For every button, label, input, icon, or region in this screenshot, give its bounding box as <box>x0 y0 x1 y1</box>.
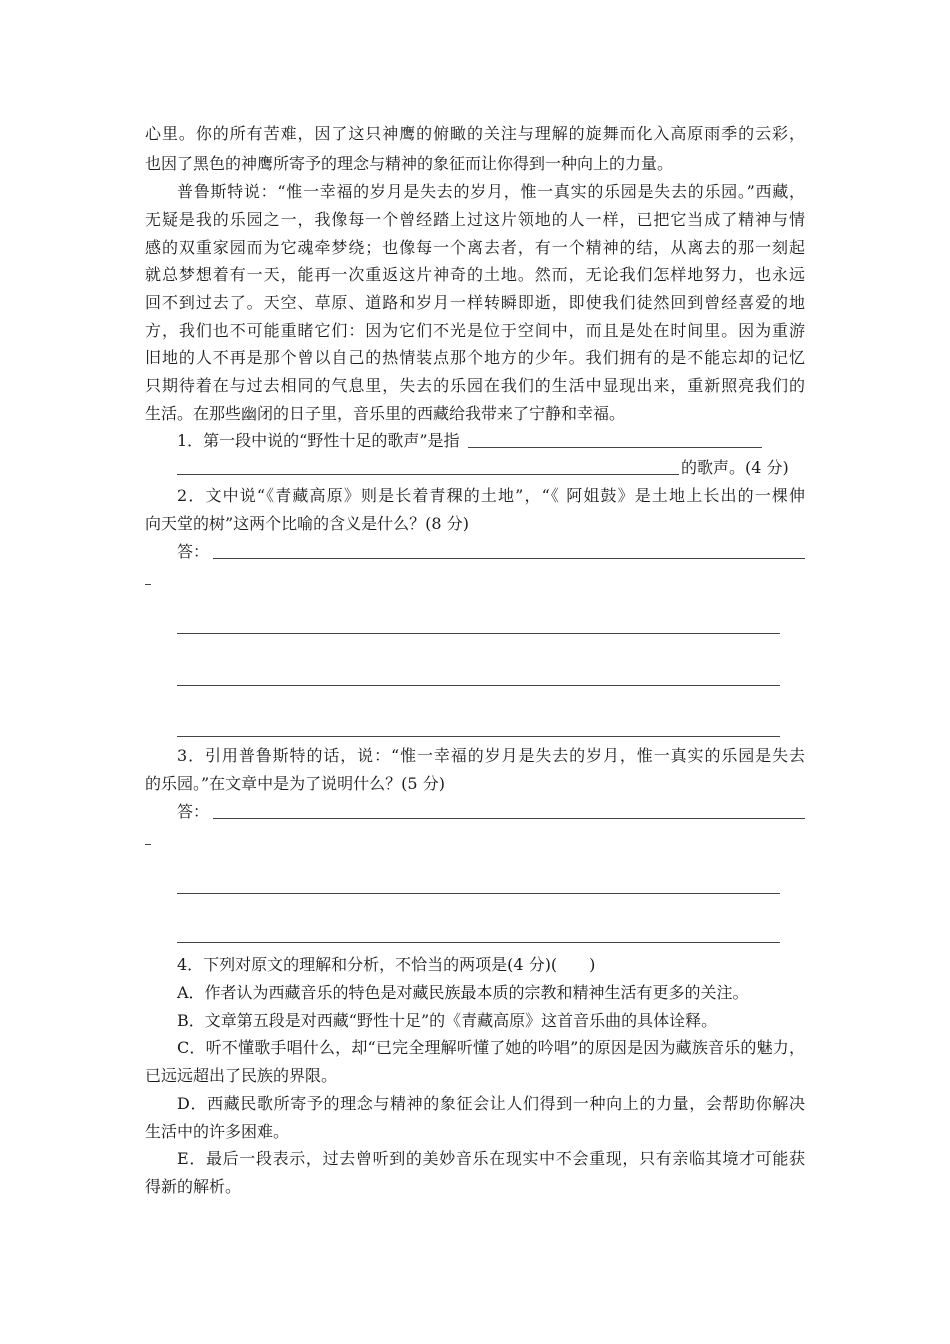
question-1-blank-line[interactable] <box>177 474 679 475</box>
answer-line[interactable] <box>177 893 780 894</box>
question-2-stem: 向天堂的树”这两个比喻的含义是什么？(8 分) <box>145 514 469 533</box>
passage-line: 方，我们也不可能重睹它们：因为它们不光是位于空间中，而且是处在时间里。因为重游 <box>145 321 805 340</box>
answer-line[interactable] <box>177 942 780 943</box>
option-c: C．听不懂歌手唱什么，却“已完全理解听懂了她的吟唱”的原因是因为藏族音乐的魅力， <box>177 1038 805 1057</box>
option-c: 已远远超出了民族的界限。 <box>145 1066 338 1085</box>
answer-line[interactable] <box>213 818 805 819</box>
passage-line: 回不到过去了。天空、草原、道路和岁月一样转瞬即逝，即使我们徒然回到曾经喜爱的地 <box>145 293 805 312</box>
answer-line-stub <box>145 844 151 845</box>
question-3-answer-label: 答： <box>177 802 210 821</box>
option-d: D．西藏民歌所寄予的理念与精神的象征会让人们得到一种向上的力量，会帮助你解决 <box>177 1094 805 1113</box>
answer-line[interactable] <box>177 685 780 686</box>
question-3-stem: 的乐园。”在文章中是为了说明什么？(5 分) <box>145 774 445 793</box>
passage-line: 心里。你的所有苦难，因了这只神鹰的俯瞰的关注与理解的旋舞而化入高原雨季的云彩， <box>145 124 805 143</box>
passage-line: 感的双重家园而为它魂牵梦绕；也像每一个离去者，有一个精神的结，从离去的那一刻起 <box>145 238 805 257</box>
option-e: E．最后一段表示，过去曾听到的美妙音乐在现实中不会重现，只有亲临其境才可能获 <box>177 1149 805 1168</box>
passage-line: 也因了黑色的神鹰所寄予的理念与精神的象征而让你得到一种向上的力量。 <box>145 154 674 173</box>
question-3-stem: 3．引用普鲁斯特的话，说：“惟一幸福的岁月是失去的岁月，惟一真实的乐园是失去 <box>177 746 805 765</box>
passage-line: 旧地的人不再是那个曾以自己的热情装点那个地方的少年。我们拥有的是不能忘却的记忆 <box>145 348 805 367</box>
option-e: 得新的解析。 <box>145 1177 242 1196</box>
answer-line[interactable] <box>213 558 805 559</box>
passage-line: 只期待着在与过去相同的气息里，失去的乐园在我们的生活中显现出来，重新照亮我们的 <box>145 376 805 395</box>
question-1-stem: 1．第一段中说的“野性十足的歌声”是指 <box>177 431 460 450</box>
question-1-tail: 的歌声。(4 分) <box>681 458 789 477</box>
answer-line-stub <box>145 584 151 585</box>
passage-line: 生活。在那些幽闭的日子里，音乐里的西藏给我带来了宁静和幸福。 <box>145 404 626 423</box>
passage-line: 就总梦想着有一天，能再一次重返这片神奇的土地。然而，无论我们怎样地努力，也永远 <box>145 265 805 284</box>
question-2-stem: 2．文中说“《青藏高原》则是长着青稞的土地”，“《 阿姐鼓》是土地上长出的一棵伸 <box>177 486 805 505</box>
option-d: 生活中的许多困难。 <box>145 1122 290 1141</box>
answer-line[interactable] <box>177 633 780 634</box>
question-2-answer-label: 答： <box>177 542 210 561</box>
passage-line: 普鲁斯特说：“惟一幸福的岁月是失去的岁月，惟一真实的乐园是失去的乐园。”西藏， <box>177 182 805 201</box>
answer-line[interactable] <box>177 736 780 737</box>
question-1-blank-line[interactable] <box>468 447 762 448</box>
passage-line: 无疑是我的乐园之一，我像每一个曾经踏上过这片领地的人一样，已把它当成了精神与情 <box>145 210 805 229</box>
option-b: B．文章第五段是对西藏“野性十足”的《青藏高原》这首音乐曲的具体诠释。 <box>177 1011 718 1030</box>
question-4-stem: 4．下列对原文的理解和分析，不恰当的两项是(4 分)( ) <box>177 955 596 974</box>
option-a: A．作者认为西藏音乐的特色是对藏民族最本质的宗教和精神生活有更多的关注。 <box>177 983 749 1002</box>
